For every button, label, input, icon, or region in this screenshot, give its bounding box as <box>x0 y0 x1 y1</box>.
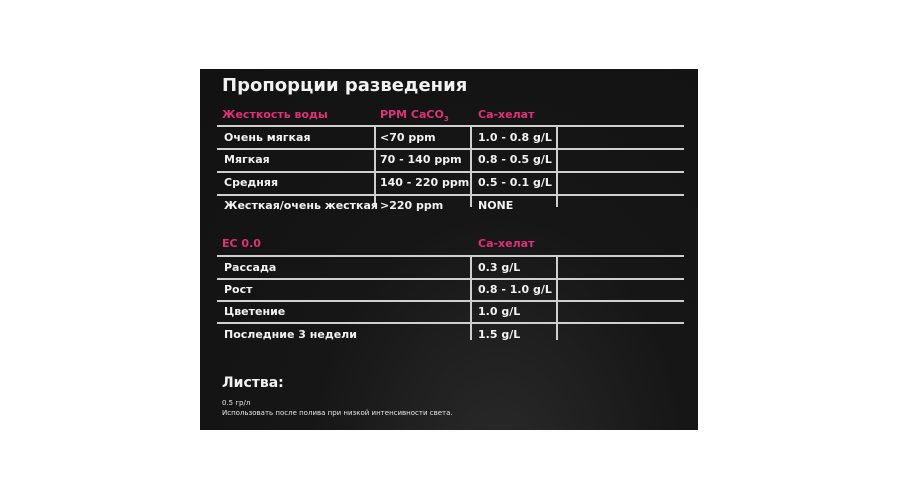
table2-cell: Рассада <box>224 261 277 274</box>
table1-cell: Очень мягкая <box>224 131 311 144</box>
header-ppm: PPM CaCO$_3$ <box>380 108 449 124</box>
header-ca-chelate-2: Ca-хелат <box>478 237 535 250</box>
table1-rule <box>217 125 684 127</box>
table1-rule <box>217 194 684 196</box>
table2-cell: Рост <box>224 283 253 296</box>
header-water-hardness: Жесткость воды <box>222 108 328 121</box>
table2-rule <box>217 322 684 324</box>
table1-cell: NONE <box>478 199 514 212</box>
table1-divider <box>470 125 472 207</box>
table1-cell: 140 - 220 ppm <box>380 176 470 189</box>
table2-divider <box>470 255 472 340</box>
table1-cell: >220 ppm <box>380 199 444 212</box>
table1-cell: 0.8 - 0.5 g/L <box>478 153 552 166</box>
dilution-card <box>200 69 698 430</box>
table1-rule <box>217 148 684 150</box>
table1-rule <box>217 171 684 173</box>
table1-cell: Средняя <box>224 176 279 189</box>
page-title: Пропорции разведения <box>222 75 468 96</box>
table2-rule <box>217 300 684 302</box>
header-ca-chelate: Ca-хелат <box>478 108 535 121</box>
header-ec: EC 0.0 <box>222 237 261 250</box>
table1-cell: 1.0 - 0.8 g/L <box>478 131 552 144</box>
table2-cell: 0.8 - 1.0 g/L <box>478 283 552 296</box>
table2-cell: 1.5 g/L <box>478 328 521 341</box>
table2-rule <box>217 278 684 280</box>
table2-cell: 1.0 g/L <box>478 305 521 318</box>
table1-cell: Мягкая <box>224 153 270 166</box>
table1-divider <box>556 125 558 207</box>
table2-cell: 0.3 g/L <box>478 261 521 274</box>
foliar-dose: 0.5 гр/л <box>222 399 251 407</box>
table1-cell: 70 - 140 ppm <box>380 153 462 166</box>
table2-rule <box>217 255 684 257</box>
foliar-title: Листва: <box>222 375 284 391</box>
table1-cell: <70 ppm <box>380 131 436 144</box>
table2-cell: Цветение <box>224 305 286 318</box>
table1-divider <box>374 125 376 207</box>
foliar-note: Использовать после полива при низкой интенсивности света. <box>222 409 453 417</box>
table1-cell: 0.5 - 0.1 g/L <box>478 176 552 189</box>
table2-divider <box>556 255 558 340</box>
table2-cell: Последние 3 недели <box>224 328 357 341</box>
header-ppm-subscript: 3 <box>443 115 449 124</box>
table1-cell: Жесткая/очень жесткая <box>224 199 378 212</box>
